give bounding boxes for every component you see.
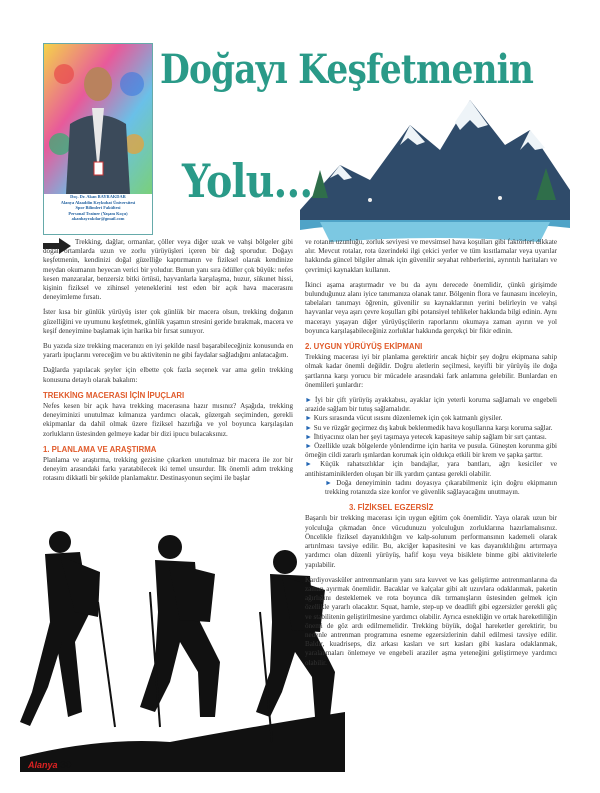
bullet-triangle-icon: ►	[305, 396, 315, 405]
bullet-triangle-icon: ►	[325, 478, 337, 487]
author-caption	[44, 194, 152, 222]
author-name: Doç. Dr. Akan BAYRAKDAR	[70, 194, 126, 199]
paragraph: Kardiyovasküler antrenmanların yanı sıra kuvvet ve kas geliştirme antrenmanlarına da zaman ayırmak önemlidir. Bacaklar ve kalçalar gibi alt uzuvlara odaklanmak, paketin ağırlığını desteklemek ve rota boyunca dik tırmanışların üstesinden gelmek için özellikle yararlı olacaktır. Squat, hamle, step-up ve deadlift gibi egzersizler gerekli güç ve stabilitenin geliştirilmesine yardımcı olabilir. Ayrıca esnekliğin ve ortak hareketliliğin önemi de göz ardı edilmemelidir. Trekking büyük, doğal hareketler gerektirir, bu nedenle antrenman programına esneme egzersizlerinin dahil edilmesi tavsiye edilir. Baldır, kuadriseps, diz arkası kasları ve sırt kasları gibi kaslara odaklanmak, yaralanmaları önlemeye ve engebeli araziler aşma yeteneğini geliştirmeye yardımcı olabilir.	[305, 575, 557, 667]
paragraph: Trekking macerası iyi bir planlama gerektirir ancak hiçbir şey doğru ekipmana sahip olmak kadar önemli değildir. Doğru aletlerin seçilmesi, keyifli bir yürüyüş ile doğa şartlarına karşı yorucu bir mücadele arasındaki fark anlamına gelebilir. Bunlardan en önemlileri şunlardır:	[305, 353, 557, 389]
section-heading: 3. FİZİKSEL EGZERSİZ	[349, 503, 434, 513]
list-item: ► Küçük rahatsızlıklar için bandajlar, yara bantları, ağrı kesiciler ve antihistaminiklerden oluşan bir ilk yardım çantası gerekli olabilir.	[305, 460, 558, 478]
paragraph: İster kısa bir günlük yürüyüş ister çok günlük bir macera olsun, trekking doğanın güzelliğini ve uyumunu keşfetmek, günlük yaşamın stresini geride bırakmak, macera ve keşif deneyimine başlamak için harika bir fırsat sunuyor.	[43, 308, 293, 335]
page-footer	[28, 760, 71, 771]
list-item: ► İyi bir çift yürüyüş ayakkabısı, ayaklar için yeterli koruma sağlamalı ve engebeli arazide sağlam bir tutuş sağlamalıdır.	[305, 396, 557, 414]
magazine-logo: Alanya	[28, 760, 58, 770]
paragraph: Dağlarda yapılacak şeyler için elbette çok fazla seçenek var ama gelin trekking konusuna detaylı olarak bakalım:	[43, 366, 293, 384]
paragraph: Bu yazıda size trekking maceranızı en iyi şekilde nasıl başarabileceğiniz konusunda en yararlı ipuçlarını vereceğim ve bu aktivitenin ne gibi faydalar sağladığını anlatacağım.	[43, 342, 293, 360]
intro-paragraph: Trekking, dağlar, ormanlar, çöller veya diğer uzak ve vahşi bölgeler gibi doğal ortamlarda uzun ve zorlu yürüyüşleri içeren bir dağ sporudur. Doğayı keşfetmenin, kendinizi doğal güzelliğe kaptırmanın ve fiziksel olarak kendinize meydan okumanın heyecan verici bir yoludur. Bunun yanı sıra ödüller çok büyük: nefes kesen manzaralar, benzersiz bitki örtüsü, hayvanlarla karşılaşma, huzur, sükunet hissi, kişinin fiziksel ve zihinsel yeteneklerini test eden bir açık hava macerasını deneyimleme fırsatı.	[43, 238, 293, 302]
mountain-illustration	[300, 70, 570, 245]
bullet-triangle-icon: ►	[305, 432, 314, 441]
right-column	[305, 238, 557, 674]
bullet-triangle-icon: ►	[305, 414, 314, 423]
paragraph: İkinci aşama araştırmadır ve bu da aynı derecede önemlidir, çünkü girişimde bulunduğunuz alanı iyice tanımanıza olanak tanır. Bölgenin flora ve faunasını inceleyin, tabelaları tanımayı öğrenin, güvenilir su kaynaklarının yerini belirleyin ve vahşi hayvanlar veya aşırı çevre koşulları gibi potansiyel tehlikeler hakkında bilgi edinin. Aynı macerayı yaşayan diğer yürüyüşçülerin raporlarını okumaya zaman ayırın ve yol boyunca karşılaşabileceğiniz zorluklar hakkında gerçekçi bir fikir edinin.	[305, 280, 557, 335]
page-number: 30	[60, 760, 72, 771]
paragraph: ve rotanın uzunluğu, zorluk seviyesi ve mevsimsel hava koşulları gibi faktörleri dikkate alır. Mevcut rotalar, rota üzerindeki ilgi çekici yerler ve tüm kısıtlamalar veya uyarılar hakkında güncel bilgiler almak için güvenilir seyahat rehberlerini, ayrıntılı haritaları ve çevrimiçi kaynakları kullanın.	[305, 238, 557, 274]
left-column	[43, 238, 293, 490]
paragraph: Planlama ve araştırma, trekking gezisine çıkarken unutulmaz bir macera ile zor bir deneyim arasındaki farkı yaratabilecek iki temel unsurdur. İlk önemli adım trekking rotasını dikkatli bir şekilde planlamaktır. Destinasyonun seçimi ile başlar	[43, 456, 293, 483]
list-item: ► Doğa deneyiminin tadını doyasıya çıkarabilmeniz için doğru ekipmanın trekking rotanızda size konfor ve güvenlik sağlayacağını unutmayın.	[325, 478, 558, 497]
article-title-line2: Yolu...	[182, 154, 313, 208]
section-heading: 1. PLANLAMA VE ARAŞTIRMA	[43, 444, 157, 454]
equipment-list	[305, 396, 557, 497]
bullet-triangle-icon: ►	[305, 442, 315, 451]
list-item: ► Kurs sırasında vücut ısısını düzenlemek için çok katmanlı giysiler.	[305, 414, 503, 423]
section-heading: 2. UYGUN YÜRÜYÜŞ EKİPMANI	[305, 342, 423, 352]
author-affiliation1: Alanya Alaaddin Keykubat Üniversitesi	[60, 199, 136, 205]
list-item: ► Özellikle uzak bölgelerde yönlendirme için harita ve pusula. Güneşten korunma gibi örneğin cildi zararlı ışınlardan korumak için oldukça etkili bir krem ve şapka şarttır.	[305, 442, 558, 460]
author-email: akanbayrakdar@gmail.com	[71, 216, 125, 222]
bullet-triangle-icon: ►	[305, 423, 314, 432]
section-heading: TREKKİNG MACERASI İÇİN İPUÇLARI	[43, 390, 185, 400]
author-role: Personal Trainer (Yaşam Koçu)	[68, 210, 128, 216]
author-affiliation2: Spor Bilimleri Fakültesi	[75, 205, 121, 211]
paragraph: Başarılı bir trekking macerası için uygun eğitim çok önemlidir. Yaya olarak uzun bir yolculuğa çıkmadan önce vücudunuzu yolculuğun zorluklarına hazırlamalısınız. Öncelikle fiziksel dayanıklılığın ve kalp-solunum performansının kademeli olarak artırılması tavsiye edilir. Bu, akciğer kapasitesini ve kas dayanıklılığını artırmaya yardımcı olan düzenli yürüyüş, hafif koşu veya bisiklete binme gibi aktivitelerle yapılabilir.	[305, 514, 557, 569]
bullet-triangle-icon: ►	[305, 460, 321, 469]
hikers-silhouette	[20, 512, 345, 772]
list-item: ► Su ve rüzgâr geçirmez dış kabuk beklenmedik hava koşullarına karşı koruma sağlar.	[305, 423, 553, 432]
list-item: ► İhtiyacınız olan her şeyi taşımaya yetecek kapasiteye sahip sağlam bir sırt çantası.	[305, 432, 547, 441]
author-box	[43, 43, 153, 235]
author-photo	[44, 44, 152, 194]
paragraph: Nefes kesen bir açık hava trekking macerasına hazır mısınız? Aşağıda, trekking deneyiminizi unutulmaz kılmanıza yardımcı olacak, güzergah seçiminden, gerekli ekipmanlar da dahil olmak üzere fiziksel hazırlığa ve yol boyunca karşılaşılan zorlukların üstesinden gelmeye kadar bir dizi ipucu bulacaksınız.	[43, 402, 293, 438]
article-title-line1: Doğayı Keşfetmenin	[160, 46, 534, 93]
